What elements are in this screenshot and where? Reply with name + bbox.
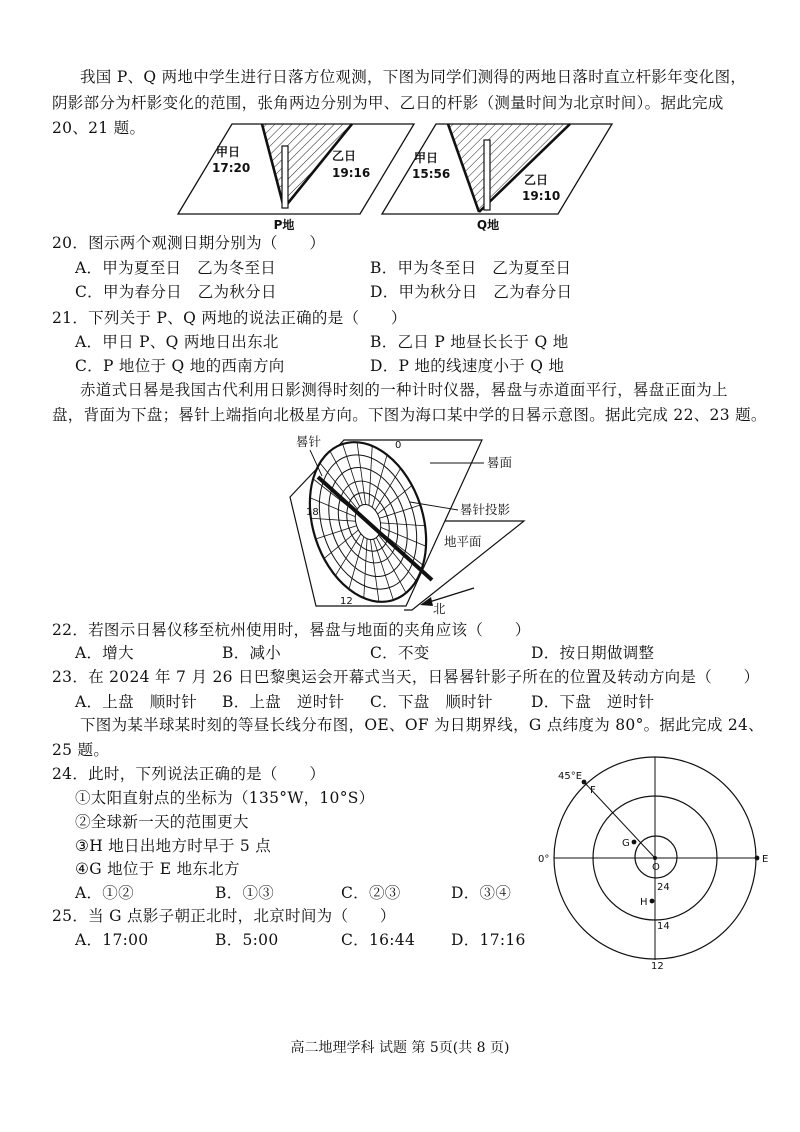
point-o-label: O (652, 862, 660, 873)
q24-statement-4: ④G 地位于 E 地东北方 (75, 860, 240, 878)
q25-option-a: A．17:00 (75, 931, 149, 949)
q-yi-time: 19:10 (522, 189, 561, 203)
intro-1-line-2: 阴影部分为杆影变化的范围，张角两边分别为甲、乙日的杆影（测量时间为北京时间）。据此完成 (52, 94, 724, 112)
intro-3-line-1: 下图为某半球某时刻的等昼长线分布图，OE、OF 为日期界线，G 点纬度为 80°。据此完成 24、 (80, 716, 764, 734)
q-jia-time: 15:56 (412, 167, 451, 181)
q21-option-b: B．乙日 P 地昼长长于 Q 地 (370, 333, 569, 351)
q24-statement-3: ③H 地日出地方时早于 5 点 (75, 837, 272, 855)
point-f-label: F (590, 785, 596, 796)
q23-stem: 23．在 2024 年 7 月 26 日巴黎奥运会开幕式当天，日晷晷针影子所在的位置及转动方向是（ ） (52, 668, 760, 686)
q22-option-a: A．增大 (75, 644, 134, 662)
q24-option-c: C．②③ (341, 884, 401, 902)
q22-stem: 22．若图示日晷仪移至杭州使用时，晷盘与地面的夹角应该（ ） (52, 621, 531, 639)
q21-option-a: A．甲日 P、Q 两地日出东北 (75, 333, 279, 351)
q21-option-d: D．P 地的线速度小于 Q 地 (370, 357, 565, 375)
q23-option-a: A．上盘 顺时针 (75, 693, 198, 711)
point-f-dot (582, 780, 587, 785)
q-jia-label: 甲日 (414, 151, 439, 165)
north-label: 北 (433, 601, 446, 616)
q22-option-b: B．减小 (222, 644, 282, 662)
q20-option-c: C．甲为春分日 乙为秋分日 (75, 283, 277, 301)
dial-label: 晷面 (487, 455, 513, 470)
point-g-dot (632, 840, 637, 845)
intro-3-line-2: 25 题。 (52, 741, 110, 759)
q20-option-b: B．甲为冬至日 乙为夏至日 (370, 259, 572, 277)
point-e-label: E (762, 854, 769, 865)
q21-stem: 21．下列关于 P、Q 两地的说法正确的是（ ） (52, 309, 407, 327)
p-site-label: P地 (273, 218, 295, 232)
point-e-dot (755, 856, 760, 861)
p-yi-time: 19:16 (332, 166, 371, 180)
q24-statement-2: ②全球新一天的范围更大 (75, 813, 249, 831)
dial-mark-12: 12 (340, 596, 353, 607)
intro-2-line-1: 赤道式日晷是我国古代利用日影测得时刻的一种计时仪器，晷盘与赤道面平行，晷盘正面为上 (80, 381, 728, 399)
q25-option-d: D．17:16 (451, 931, 526, 949)
q-pole (484, 140, 490, 210)
dial-mark-18: 18 (306, 507, 319, 518)
q24-stem: 24．此时，下列说法正确的是（ ） (52, 765, 326, 783)
point-o-dot (653, 856, 657, 860)
intro-2-line-2: 盘，背面为下盘；晷针上端指向北极星方向。下图为海口某中学的日晷示意图。据此完成 22、23 题。 (52, 406, 767, 424)
q25-stem: 25．当 G 点影子朝正北时，北京时间为（ ） (52, 907, 396, 925)
q23-option-c: C．下盘 顺时针 (370, 693, 493, 711)
intro-1-line-1: 我国 P、Q 两地中学生进行日落方位观测，下图为同学们测得的两地日落时直立杆影年变化图， (80, 68, 747, 86)
daylength-24-label: 24 (657, 882, 670, 893)
q24-option-a: A．①② (75, 884, 134, 902)
pole-shadow-figure (0, 110, 800, 235)
dial-mark-0: 0 (395, 440, 402, 451)
q21-option-c: C．P 地位于 Q 地的西南方向 (75, 357, 285, 375)
q20-option-d: D．甲为秋分日 乙为春分日 (370, 283, 573, 301)
point-g-label: G (622, 838, 630, 849)
p-pole (282, 146, 288, 208)
ground-label: 地平面 (444, 534, 482, 549)
point-h-label: H (640, 897, 648, 908)
point-h-dot (650, 899, 655, 904)
intro-1-line-3: 20、21 题。 (52, 119, 146, 137)
needle-label: 晷针 (296, 434, 322, 449)
projection-label: 晷针投影 (460, 502, 511, 517)
q23-option-d: D．下盘 逆时针 (531, 693, 655, 711)
lon-0-label: 0° (538, 854, 550, 865)
lon-45e-label: 45°E (558, 771, 583, 782)
q25-option-b: B．5:00 (215, 931, 279, 949)
q25-option-c: C．16:44 (341, 931, 416, 949)
page-footer: 高二地理学科 试题 第 5页(共 8 页) (290, 1040, 510, 1056)
q22-option-c: C．不变 (370, 644, 430, 662)
q22-option-d: D．按日期做调整 (531, 644, 655, 662)
p-yi-label: 乙日 (332, 149, 357, 163)
q24-option-b: B．①③ (215, 884, 275, 902)
q-yi-label: 乙日 (524, 173, 549, 187)
q20-stem: 20．图示两个观测日期分别为（ ） (52, 234, 326, 252)
daylength-14-label: 14 (657, 921, 670, 932)
daylength-12-label: 12 (651, 961, 664, 972)
q23-option-b: B．上盘 逆时针 (222, 693, 345, 711)
p-jia-label: 甲日 (216, 145, 241, 159)
sundial-figure (0, 428, 800, 618)
q-site-label: Q地 (476, 218, 500, 232)
q24-statement-1: ①太阳直射点的坐标为（135°W，10°S） (75, 789, 375, 807)
q24-option-d: D．③④ (451, 884, 512, 902)
q20-option-a: A．甲为夏至日 乙为冬至日 (75, 259, 277, 277)
p-jia-time: 17:20 (212, 161, 251, 175)
